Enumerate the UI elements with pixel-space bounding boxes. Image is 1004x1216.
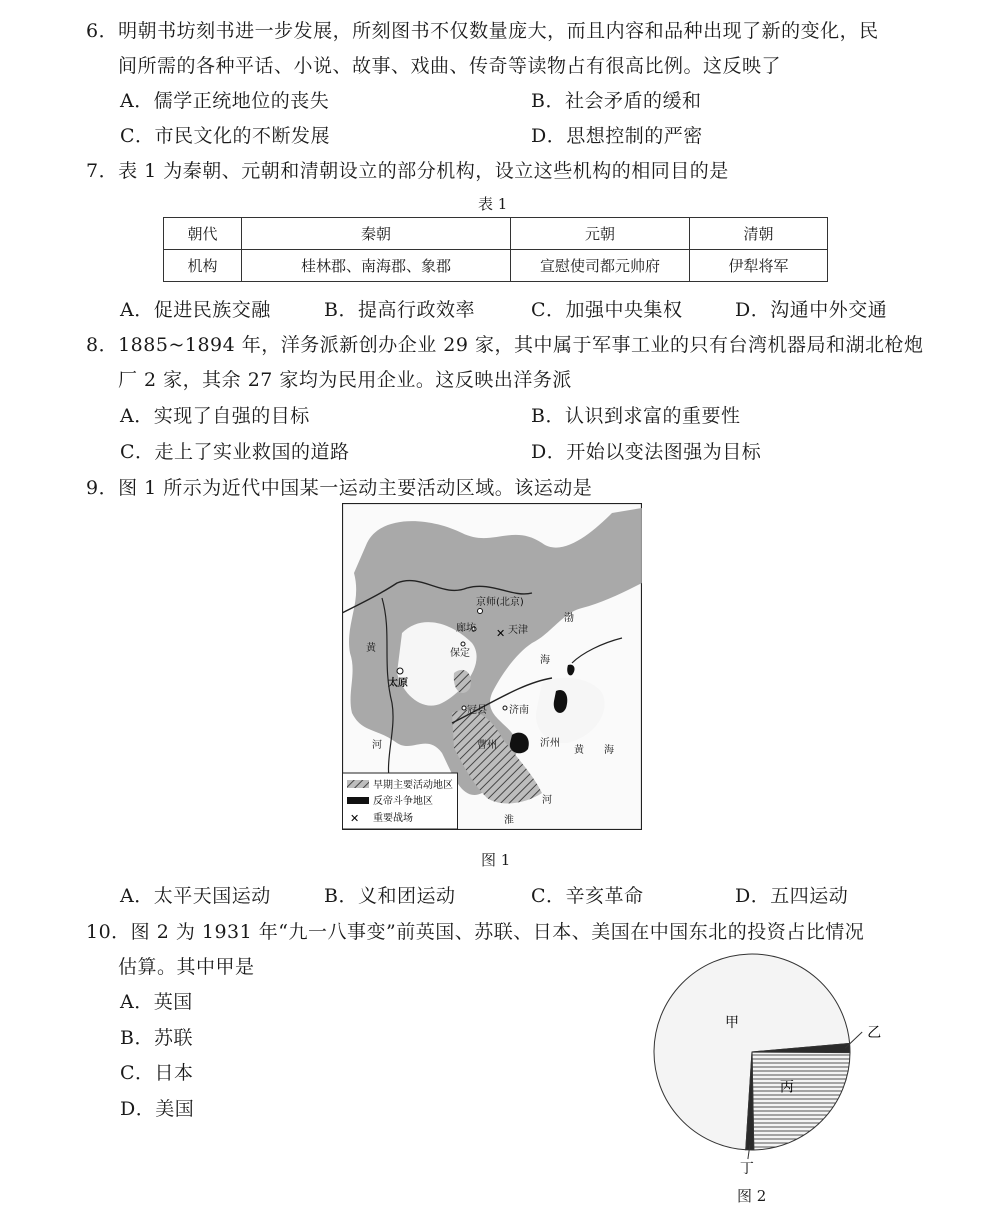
q10-option-c[interactable]: C．日本 (120, 1062, 194, 1084)
table-cell: 秦朝 (242, 218, 511, 250)
map-label-bo: 渤 (564, 613, 574, 624)
q6-option-a[interactable]: A．儒学正统地位的丧失 (120, 90, 330, 112)
figure-1-map (342, 503, 642, 830)
map-label-taiyuan: 太原 (388, 678, 408, 689)
q8-option-a[interactable]: A．实现了自强的目标 (120, 405, 310, 427)
pie-slice-丙 (752, 1052, 850, 1150)
legend-hatch-swatch (347, 780, 369, 788)
q9-stem-line1: 9．图 1 所示为近代中国某一运动主要活动区域。该运动是 (86, 477, 593, 499)
pie-label-yi: 乙 (867, 1024, 882, 1041)
map-label-langfang: 廊坊 (456, 623, 476, 634)
map-label-he: 河 (372, 740, 382, 751)
map-label-baoding: 保定 (450, 648, 470, 659)
map-label-hai: 海 (540, 655, 550, 666)
map-label-he2: 河 (542, 795, 552, 806)
map-label-huanghai-2: 海 (604, 745, 614, 756)
table-cell: 伊犁将军 (690, 250, 828, 282)
table-row (164, 218, 828, 250)
city-marker (478, 609, 483, 614)
city-marker (461, 642, 465, 646)
city-marker (462, 706, 466, 710)
table-cell: 桂林郡、南海郡、象郡 (242, 250, 511, 282)
q9-option-c[interactable]: C．辛亥革命 (531, 885, 644, 907)
q7-option-d[interactable]: D．沟通中外交通 (735, 299, 888, 321)
table-cell: 元朝 (511, 218, 690, 250)
q10-stem-line1: 10．图 2 为 1931 年“九一八事变”前英国、苏联、日本、美国在中国东北的投资占比情况 (86, 921, 865, 943)
q6-stem-line1: 6．明朝书坊刻书进一步发展，所刻图书不仅数量庞大，而且内容和品种出现了新的变化，民 (86, 20, 879, 42)
table-caption: 表 1 (478, 195, 508, 213)
table-cell: 朝代 (164, 218, 242, 250)
q10-option-d[interactable]: D．美国 (120, 1098, 195, 1120)
city-marker (503, 706, 507, 710)
map-label-jinan: 济南 (509, 705, 529, 716)
table-cell: 清朝 (690, 218, 828, 250)
map-label-yizhou: 沂州 (540, 738, 560, 749)
legend-battle-icon: ✕ (350, 812, 360, 825)
figure-2-pie-chart (640, 945, 890, 1175)
map-label-jingshi: 京师(北京) (476, 597, 524, 608)
q9-option-d[interactable]: D．五四运动 (735, 885, 849, 907)
figure-2-caption: 图 2 (737, 1187, 767, 1205)
battle-marker-icon: ✕ (496, 627, 506, 640)
q9-option-b[interactable]: B．义和团运动 (324, 885, 456, 907)
q7-stem-line1: 7．表 1 为秦朝、元朝和清朝设立的部分机构，设立这些机构的相同目的是 (86, 160, 729, 182)
table-row (164, 250, 828, 282)
pie-label-jia: 甲 (725, 1015, 739, 1031)
map-label-tianjin: 天津 (508, 625, 528, 636)
q6-option-d[interactable]: D．思想控制的严密 (531, 125, 703, 147)
map-label-huanghai-1: 黄 (574, 745, 584, 756)
pie-label-bing: 丙 (779, 1079, 794, 1096)
legend-solid-swatch (347, 797, 369, 804)
q6-option-b[interactable]: B．社会矛盾的缓和 (531, 90, 702, 112)
pie-label-ding: 丁 (739, 1161, 754, 1175)
city-marker (397, 668, 403, 674)
q6-option-c[interactable]: C．市民文化的不断发展 (120, 125, 331, 147)
q10-option-a[interactable]: A．英国 (120, 991, 193, 1013)
q8-option-d[interactable]: D．开始以变法图强为目标 (531, 441, 762, 463)
q7-option-a[interactable]: A．促进民族交融 (120, 299, 271, 321)
legend-label: 反帝斗争地区 (373, 796, 433, 807)
q7-option-b[interactable]: B．提高行政效率 (324, 299, 475, 321)
q8-stem-line2: 厂 2 家，其余 27 家均为民用企业。这反映出洋务派 (118, 369, 572, 391)
map-label-guanxian: 冠县 (467, 705, 487, 716)
q9-option-a[interactable]: A．太平天国运动 (120, 885, 271, 907)
q10-option-b[interactable]: B．苏联 (120, 1027, 193, 1049)
q7-option-c[interactable]: C．加强中央集权 (531, 299, 683, 321)
q6-stem-line2: 间所需的各种平话、小说、故事、戏曲、传奇等读物占有很高比例。这反映了 (118, 55, 782, 77)
map-label-caozhou: 曹州 (477, 740, 497, 751)
q10-stem-line2: 估算。其中甲是 (118, 956, 255, 978)
q8-option-c[interactable]: C．走上了实业救国的道路 (120, 441, 350, 463)
table-1 (163, 217, 828, 282)
q8-option-b[interactable]: B．认识到求富的重要性 (531, 405, 741, 427)
legend-label: 重要战场 (373, 813, 413, 824)
q8-stem-line1: 8．1885~1894 年，洋务派新创办企业 29 家，其中属于军事工业的只有台湾机器局和湖北枪炮 (86, 334, 924, 356)
table-cell: 宣慰使司都元帅府 (511, 250, 690, 282)
table-cell: 机构 (164, 250, 242, 282)
map-label-huang: 黄 (366, 643, 376, 654)
figure-1-caption: 图 1 (481, 851, 511, 869)
map-label-huai: 淮 (504, 815, 514, 826)
legend-label: 早期主要活动地区 (373, 780, 453, 791)
